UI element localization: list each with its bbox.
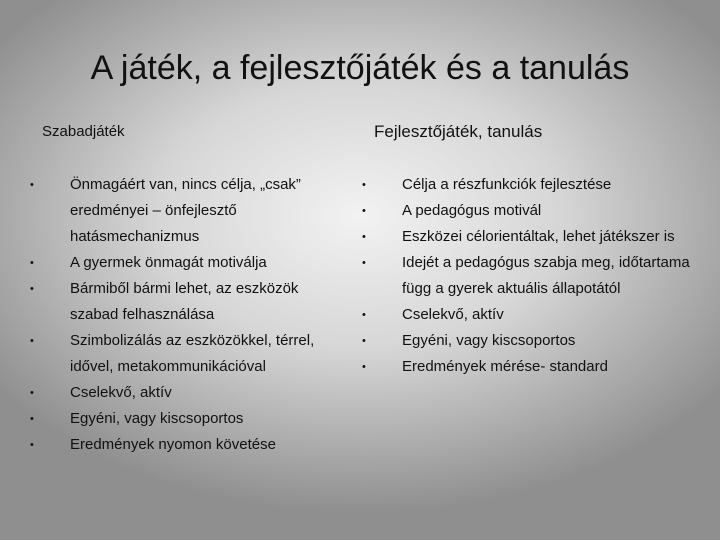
bullet-icon: • xyxy=(362,335,366,347)
left-bullet-list xyxy=(28,172,348,458)
bullet-icon: • xyxy=(362,361,366,373)
list-item xyxy=(360,328,700,354)
list-item xyxy=(28,172,348,250)
list-item-text: Egyéni, vagy kiscsoportos xyxy=(70,410,244,427)
list-item-text: Bármiből bármi lehet, az eszközök szabad felhasználása xyxy=(70,280,299,323)
list-item xyxy=(28,432,348,458)
list-item xyxy=(28,406,348,432)
list-item-text: Eredmények mérése- standard xyxy=(402,358,608,375)
bullet-icon: • xyxy=(362,257,366,269)
list-item-text: Egyéni, vagy kiscsoportos xyxy=(402,332,576,349)
slide-title: A játék, a fejlesztőjáték és a tanulás xyxy=(90,49,630,87)
list-item xyxy=(360,172,700,198)
right-bullet-list xyxy=(360,172,700,380)
bullet-icon: • xyxy=(30,413,34,425)
list-item xyxy=(28,380,348,406)
list-item-text: Cselekvő, aktív xyxy=(402,306,504,323)
left-column-heading: Szabadjáték xyxy=(42,123,125,140)
list-item-text: A pedagógus motivál xyxy=(402,202,542,219)
left-column xyxy=(28,120,348,458)
list-item-text: Célja a részfunkciók fejlesztése xyxy=(402,176,612,193)
list-item xyxy=(360,250,700,302)
right-column xyxy=(360,120,700,380)
list-item-text: Idejét a pedagógus szabja meg, időtartama függ a gyerek aktuális állapotától xyxy=(402,254,690,297)
bullet-icon: • xyxy=(30,179,34,191)
bullet-icon: • xyxy=(30,283,34,295)
bullet-icon: • xyxy=(362,309,366,321)
list-item xyxy=(360,354,700,380)
list-item-text: A gyermek önmagát motiválja xyxy=(70,254,267,271)
bullet-icon: • xyxy=(30,387,34,399)
bullet-icon: • xyxy=(362,179,366,191)
list-item-text: Szimbolizálás az eszközökkel, térrel, idővel, metakommunikációval xyxy=(70,332,315,375)
right-column-heading: Fejlesztőjáték, tanulás xyxy=(374,122,543,141)
list-item-text: Cselekvő, aktív xyxy=(70,384,172,401)
list-item xyxy=(28,328,348,380)
list-item xyxy=(360,302,700,328)
bullet-icon: • xyxy=(30,439,34,451)
list-item-text: Önmagáért van, nincs célja, „csak” eredményei – önfejlesztő hatásmechanizmus xyxy=(70,176,301,245)
bullet-icon: • xyxy=(30,257,34,269)
bullet-icon: • xyxy=(362,205,366,217)
bullet-icon: • xyxy=(30,335,34,347)
list-item xyxy=(28,250,348,276)
list-item xyxy=(360,198,700,224)
list-item-text: Eredmények nyomon követése xyxy=(70,436,276,453)
list-item xyxy=(360,224,700,250)
list-item xyxy=(28,276,348,328)
bullet-icon: • xyxy=(362,231,366,243)
list-item-text: Eszközei célorientáltak, lehet játékszer is xyxy=(402,228,675,245)
